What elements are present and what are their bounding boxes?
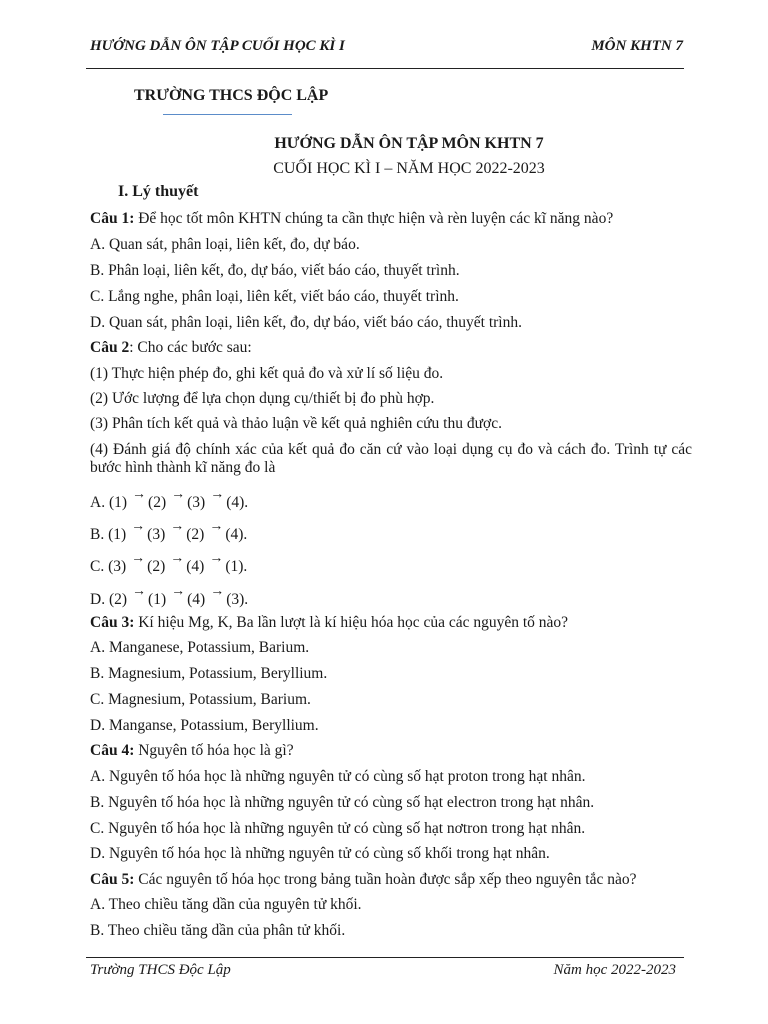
seq-item: (1) — [148, 591, 167, 608]
q3-option-a: A. Manganese, Potassium, Barium. — [90, 639, 310, 656]
q5-option-a: A. Theo chiều tăng dần của nguyên tử khối. — [90, 896, 362, 913]
seq-item: (4). — [226, 494, 249, 511]
q5-option-b: B. Theo chiều tăng dần của phân tử khối. — [90, 922, 346, 939]
arrow-icon: → — [210, 584, 225, 599]
question-5-text: Các nguyên tố hóa học trong bảng tuần hoàn được sắp xếp theo nguyên tắc nào? — [134, 871, 637, 888]
seq-item: (4) — [186, 558, 205, 575]
question-1-label: Câu 1: — [90, 210, 135, 227]
question-4-label: Câu 4: — [90, 742, 135, 759]
arrow-icon: → — [209, 551, 224, 566]
seq-item: (2) — [147, 558, 166, 575]
seq-item: (1). — [225, 558, 248, 575]
question-4 — [90, 742, 692, 760]
question-2 — [90, 339, 692, 357]
q2-step-2: (2) Ước lượng để lựa chọn dụng cụ/thiết bị đo phù hợp. — [90, 390, 435, 407]
arrow-icon: → — [170, 551, 185, 566]
question-3 — [90, 614, 692, 632]
seq-item: C. (3) — [90, 558, 127, 575]
arrow-icon: → — [132, 584, 147, 599]
question-3-label: Câu 3: — [90, 614, 135, 631]
question-2-label: Câu 2 — [90, 339, 130, 356]
question-1 — [90, 210, 692, 228]
q1-option-d: D. Quan sát, phân loại, liên kết, đo, dự báo, viết báo cáo, thuyết trình. — [90, 314, 522, 331]
seq-item: A. (1) — [90, 494, 128, 511]
question-1-text: Để học tốt môn KHTN chúng ta cần thực hiện và rèn luyện các kĩ năng nào? — [134, 210, 614, 227]
q2-step-1: (1) Thực hiện phép đo, ghi kết quả đo và xử lí số liệu đo. — [90, 365, 444, 382]
q2-option-d — [90, 584, 692, 609]
q2-option-b — [90, 519, 692, 544]
arrow-icon: → — [170, 519, 185, 534]
seq-item: (4) — [187, 591, 206, 608]
question-2-text: : Cho các bước sau: — [129, 339, 252, 356]
question-5 — [90, 871, 692, 889]
doc-title: HƯỚNG DẪN ÔN TẬP MÔN KHTN 7 — [274, 135, 544, 152]
footer-right: Năm học 2022-2023 — [553, 962, 676, 978]
seq-item: D. (2) — [90, 591, 128, 608]
footer-left: Trường THCS Độc Lập — [90, 962, 231, 978]
q3-option-c: C. Magnesium, Potassium, Barium. — [90, 691, 311, 708]
seq-item: (4). — [225, 526, 248, 543]
q4-option-c: C. Nguyên tố hóa học là những nguyên tử có cùng số hạt nơtron trong hạt nhân. — [90, 820, 586, 837]
q1-option-a: A. Quan sát, phân loại, liên kết, đo, dự báo. — [90, 236, 360, 253]
page-header — [90, 38, 683, 55]
arrow-icon: → — [209, 519, 224, 534]
q4-option-d: D. Nguyên tố hóa học là những nguyên tử có cùng số khối trong hạt nhân. — [90, 845, 550, 862]
question-5-label: Câu 5: — [90, 871, 135, 888]
question-4-text: Nguyên tố hóa học là gì? — [134, 742, 294, 759]
header-rule — [86, 68, 684, 69]
section-heading: I. Lý thuyết — [118, 183, 199, 200]
q4-option-a: A. Nguyên tố hóa học là những nguyên tử có cùng số hạt proton trong hạt nhân. — [90, 768, 586, 785]
arrow-icon: → — [132, 487, 147, 502]
q2-step-4: (4) Đánh giá độ chính xác của kết quả đo căn cứ vào loại dụng cụ đo và cách đo. Trình tự các bước hình thành kĩ năng đo là — [90, 441, 692, 476]
question-3-text: Kí hiệu Mg, K, Ba lần lượt là kí hiệu hóa học của các nguyên tố nào? — [134, 614, 569, 631]
arrow-icon: → — [171, 584, 186, 599]
q2-step-3: (3) Phân tích kết quả và thảo luận về kết quả nghiên cứu thu được. — [90, 415, 502, 432]
q1-option-c: C. Lắng nghe, phân loại, liên kết, viết báo cáo, thuyết trình. — [90, 288, 459, 305]
q4-option-b: B. Nguyên tố hóa học là những nguyên tử có cùng số hạt electron trong hạt nhân. — [90, 794, 595, 811]
arrow-icon: → — [131, 551, 146, 566]
footer-rule — [86, 957, 684, 958]
seq-item: (3) — [147, 526, 166, 543]
seq-item: (3) — [187, 494, 206, 511]
doc-subtitle: CUỐI HỌC KÌ I – NĂM HỌC 2022-2023 — [273, 160, 545, 177]
arrow-icon: → — [210, 487, 225, 502]
q3-option-b: B. Magnesium, Potassium, Beryllium. — [90, 665, 328, 682]
seq-item: (2) — [148, 494, 167, 511]
school-name: TRƯỜNG THCS ĐỘC LẬP — [134, 87, 329, 104]
header-left: HƯỚNG DẪN ÔN TẬP CUỐI HỌC KÌ I — [90, 38, 345, 54]
arrow-icon: → — [171, 487, 186, 502]
arrow-icon: → — [131, 519, 146, 534]
q1-option-b: B. Phân loại, liên kết, đo, dự báo, viết báo cáo, thuyết trình. — [90, 262, 460, 279]
header-right: MÔN KHTN 7 — [591, 38, 683, 54]
seq-item: (2) — [186, 526, 205, 543]
q2-option-a — [90, 487, 692, 512]
seq-item: (3). — [226, 591, 249, 608]
school-underline — [163, 114, 292, 115]
page-footer — [90, 962, 676, 979]
q3-option-d: D. Manganse, Potassium, Beryllium. — [90, 717, 319, 734]
q2-option-c — [90, 551, 692, 576]
seq-item: B. (1) — [90, 526, 127, 543]
